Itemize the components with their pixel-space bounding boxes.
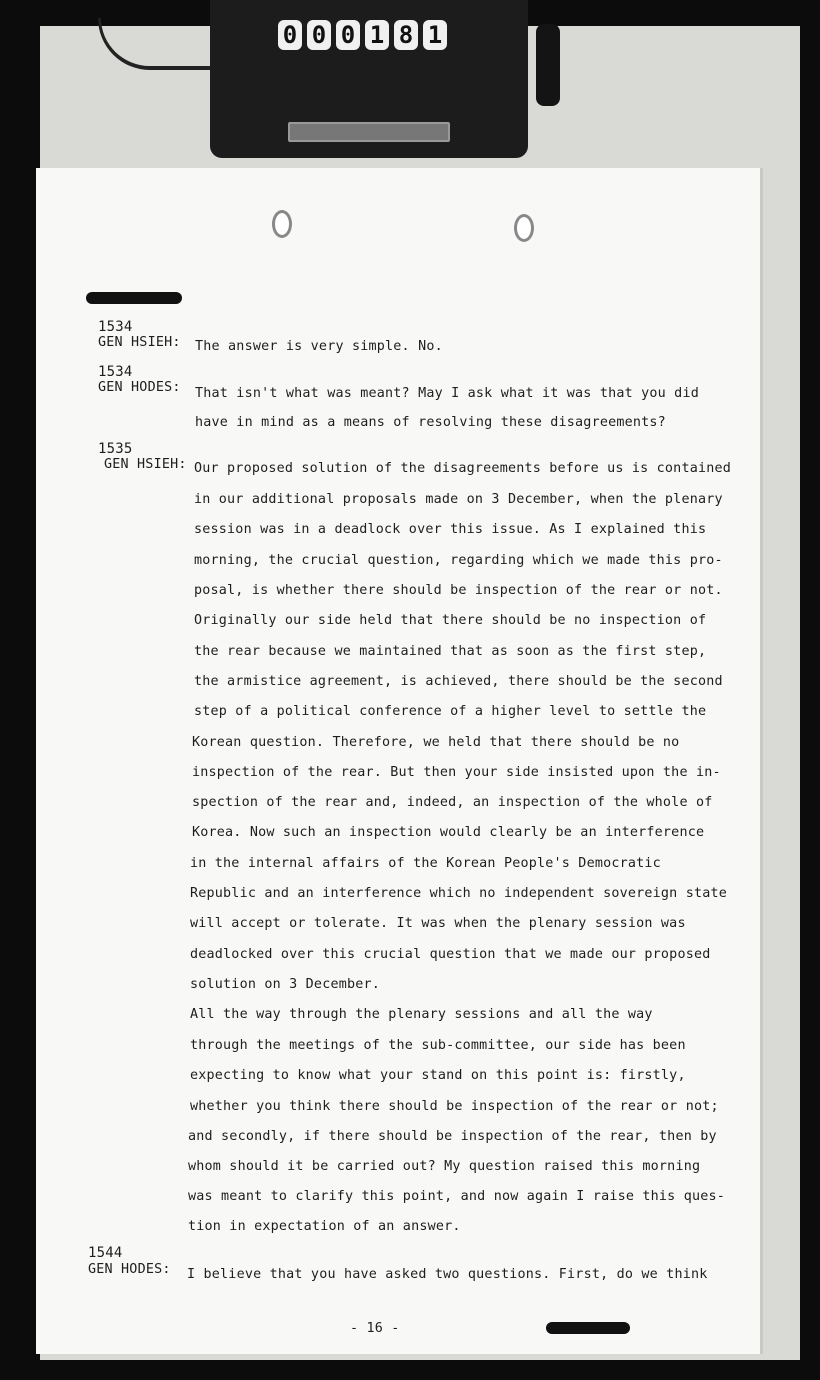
redaction-mark-top — [86, 292, 182, 304]
counter-label-slot — [288, 122, 450, 142]
speaker-label: GEN HODES: — [98, 380, 181, 395]
frame-counter-digits — [278, 20, 447, 52]
speech-line: through the meetings of the sub-committee, our side has been — [190, 1038, 686, 1053]
speech-line: in our additional proposals made on 3 December, when the plenary — [194, 492, 723, 507]
punch-hole-right — [514, 214, 534, 242]
speech-line: whom should it be carried out? My question raised this morning — [188, 1159, 701, 1174]
speech-line: That isn't what was meant? May I ask what it was that you did — [195, 386, 699, 401]
speech-line: deadlocked over this crucial question that we made our proposed — [190, 947, 711, 962]
counter-digit: 0 — [278, 20, 302, 50]
speaker-label: GEN HSIEH: — [104, 457, 187, 472]
redaction-mark-bottom — [546, 1322, 630, 1334]
speech-line: the armistice agreement, is achieved, there should be the second — [194, 674, 723, 689]
speech-line: Korean question. Therefore, we held that there should be no — [192, 735, 680, 750]
speech-line: tion in expectation of an answer. — [188, 1219, 461, 1234]
speech-line: The answer is very simple. No. — [195, 339, 443, 354]
entry-number: 1534 — [98, 364, 133, 380]
speech-line: inspection of the rear. But then your side insisted upon the in- — [192, 765, 721, 780]
speech-line: Korea. Now such an inspection would clearly be an interference — [192, 825, 705, 840]
speech-line: Originally our side held that there should be no inspection of — [194, 613, 707, 628]
speech-line: I believe that you have asked two questions. First, do we think — [187, 1267, 708, 1282]
counter-knob — [536, 24, 560, 106]
speaker-label: GEN HODES: — [88, 1262, 171, 1277]
speech-line: solution on 3 December. — [190, 977, 381, 992]
speech-line: morning, the crucial question, regarding which we made this pro- — [194, 553, 723, 568]
counter-digit: 1 — [365, 20, 389, 50]
speaker-label: GEN HSIEH: — [98, 335, 181, 350]
speech-line: All the way through the plenary sessions and all the way — [190, 1007, 653, 1022]
speech-line: in the internal affairs of the Korean People's Democratic — [190, 856, 661, 871]
speech-line: will accept or tolerate. It was when the plenary session was — [190, 916, 686, 931]
speech-line: Our proposed solution of the disagreements before us is contained — [194, 461, 732, 476]
speech-line: was meant to clarify this point, and now again I raise this ques- — [188, 1189, 726, 1204]
counter-digit: 1 — [423, 20, 447, 50]
entry-number: 1535 — [98, 441, 133, 457]
speech-line: posal, is whether there should be inspection of the rear or not. — [194, 583, 723, 598]
speech-line: the rear because we maintained that as soon as the first step, — [194, 644, 707, 659]
counter-digit: 0 — [336, 20, 360, 50]
speech-line: session was in a deadlock over this issue. As I explained this — [194, 522, 707, 537]
entry-number: 1534 — [98, 319, 133, 335]
speech-line: expecting to know what your stand on this point is: firstly, — [190, 1068, 686, 1083]
counter-digit: 0 — [307, 20, 331, 50]
speech-line: step of a political conference of a higher level to settle the — [194, 704, 707, 719]
speech-line: Republic and an interference which no independent sovereign state — [190, 886, 728, 901]
punch-hole-left — [272, 210, 292, 238]
speech-line: whether you think there should be inspection of the rear or not; — [190, 1099, 719, 1114]
counter-digit: 8 — [394, 20, 418, 50]
speech-line: have in mind as a means of resolving these disagreements? — [195, 415, 666, 430]
speech-line: and secondly, if there should be inspection of the rear, then by — [188, 1129, 717, 1144]
speech-line: spection of the rear and, indeed, an inspection of the whole of — [192, 795, 713, 810]
page-number: - 16 - — [350, 1321, 400, 1336]
entry-number: 1544 — [88, 1245, 123, 1261]
